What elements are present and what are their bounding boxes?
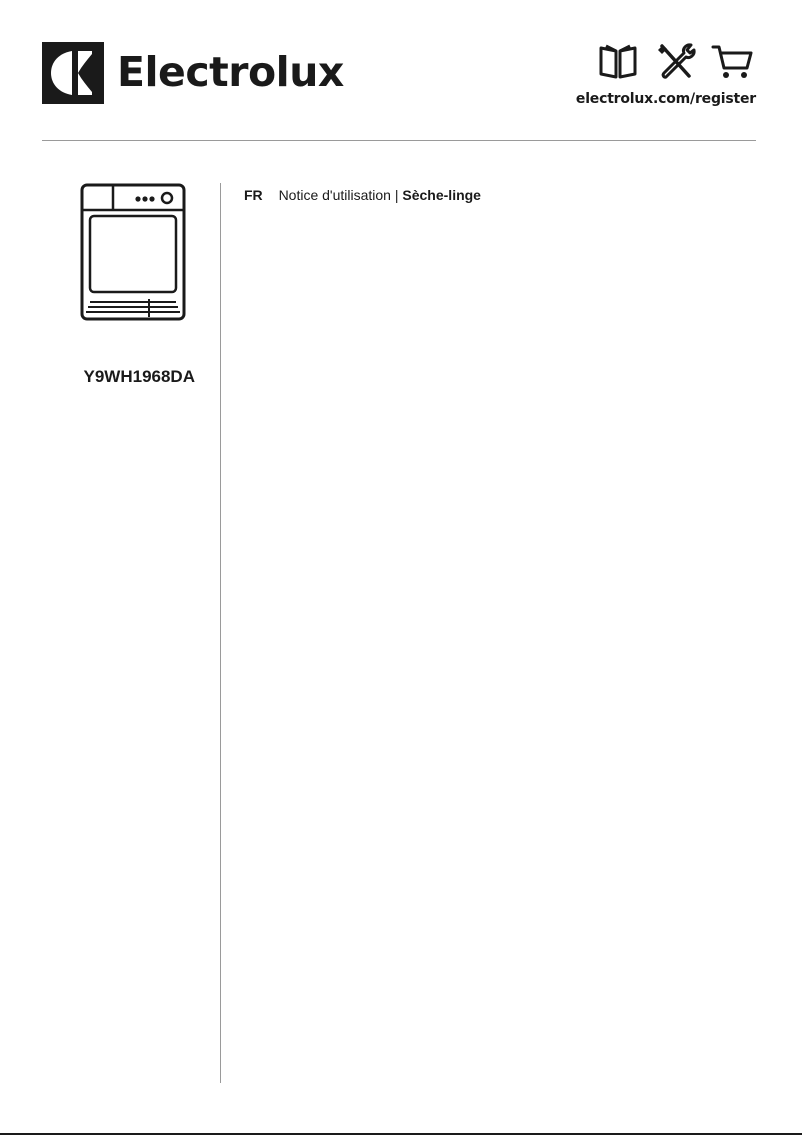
- header-icons: [595, 42, 755, 84]
- title-separator: |: [394, 187, 399, 203]
- model-number: Y9WH1968DA: [83, 367, 195, 386]
- language-code: FR: [244, 187, 263, 203]
- cart-icon[interactable]: [711, 42, 753, 82]
- electrolux-logo-mark-icon: [42, 42, 104, 104]
- page-bottom-edge: [0, 1133, 802, 1135]
- document-title: Notice d'utilisation: [278, 187, 391, 203]
- register-link[interactable]: electrolux.com/register: [575, 91, 756, 107]
- tools-icon[interactable]: [655, 42, 697, 82]
- column-divider: [220, 183, 221, 1083]
- product-type: Sèche-linge: [402, 187, 481, 203]
- book-icon[interactable]: [597, 42, 639, 82]
- tumble-dryer-icon: [80, 183, 186, 321]
- document-title-line: [244, 187, 481, 203]
- header-divider: [42, 140, 756, 141]
- brand-logo: [42, 42, 344, 105]
- brand-name: Electrolux: [117, 48, 344, 96]
